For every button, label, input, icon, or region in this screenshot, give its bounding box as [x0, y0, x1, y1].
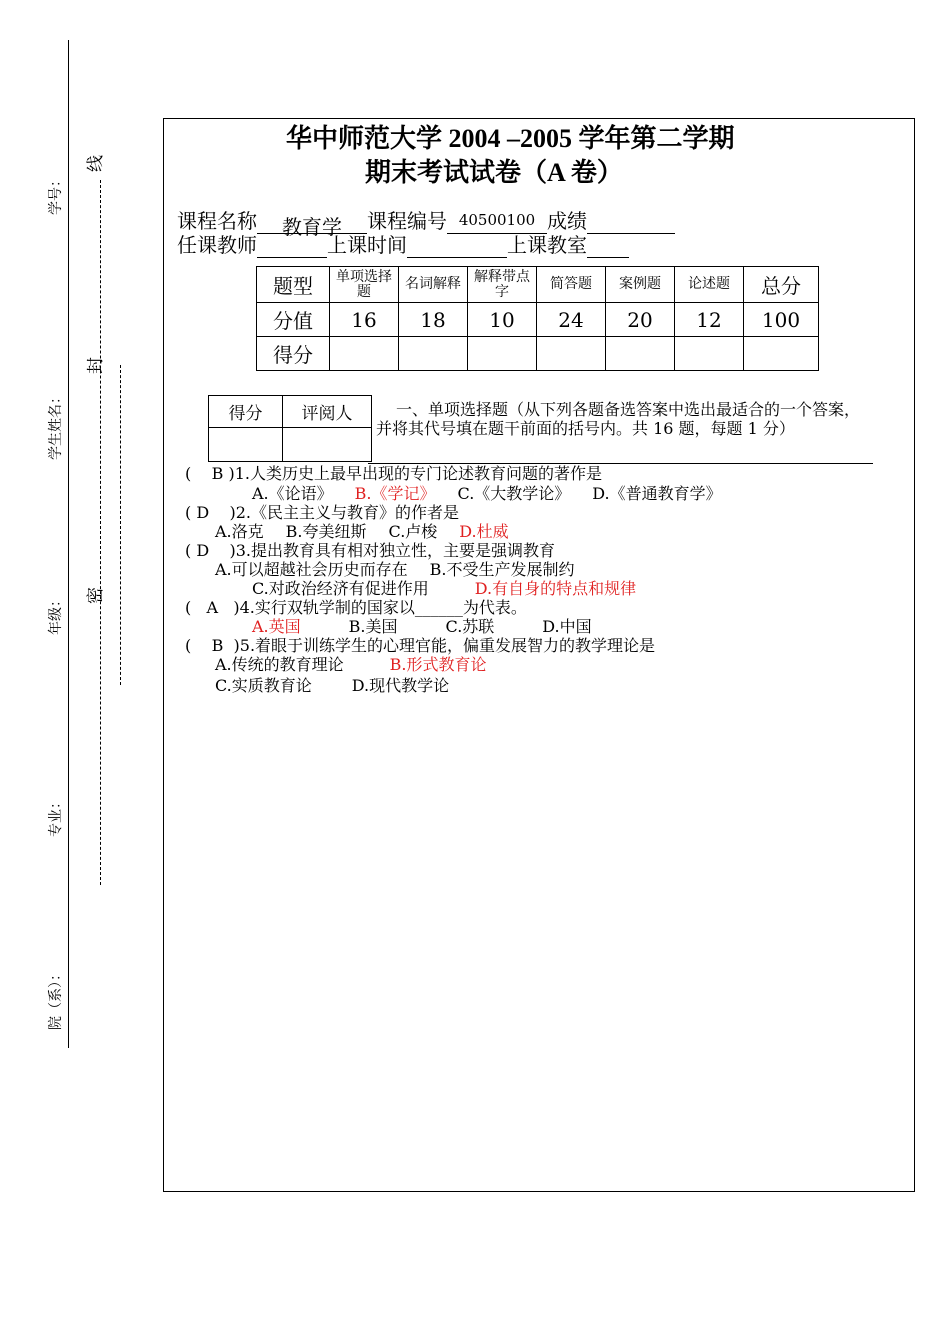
room-label: 上课教室 [507, 233, 587, 257]
question-1-stem: 1.人类历史上最早出现的专门论述教育问题的著作是 [234, 464, 602, 483]
option-correct: B.《学记》 [354, 484, 436, 503]
grader-name-label: 评阅人 [283, 396, 372, 428]
option: C.对政治经济有促进作用 [252, 579, 429, 598]
value-cell: 16 [330, 303, 399, 337]
question-2-stem: 2.《民主主义与教育》的作者是 [235, 503, 460, 522]
answer-3[interactable]: D [196, 541, 210, 560]
option: A.可以超越社会历史而存在 [215, 560, 408, 579]
question-2: ( D )2.《民主主义与教育》的作者是 [185, 503, 460, 522]
score-input-cell[interactable] [399, 337, 468, 371]
question-1-options [252, 484, 744, 503]
value-cell: 10 [468, 303, 537, 337]
question-4: ( A )4.实行双轨学制的国家以______为代表。 [185, 598, 527, 617]
grader-box [208, 395, 372, 462]
option: A.《论语》 [252, 484, 333, 503]
row-label-type: 题型 [257, 267, 330, 303]
score-input-cell[interactable] [468, 337, 537, 371]
question-5-options-a [215, 655, 509, 674]
time-blank[interactable] [407, 235, 507, 258]
teacher-blank[interactable] [257, 235, 327, 258]
question-3-stem: 3.提出教育具有相对独立性，主要是强调教育 [235, 541, 556, 560]
option: B.不受生产发展制约 [429, 560, 575, 579]
option-correct: D.有自身的特点和规律 [474, 579, 637, 598]
binding-line [68, 40, 69, 1048]
question-4-options [252, 617, 614, 636]
type-cell: 名词解释 [399, 267, 468, 303]
question-3-options-a [215, 560, 597, 579]
type-cell: 论述题 [675, 267, 744, 303]
course-code-value: 40500100 [447, 211, 547, 234]
type-cell-total: 总分 [744, 267, 819, 303]
value-cell: 20 [606, 303, 675, 337]
answer-1[interactable]: B [211, 464, 224, 483]
value-cell: 12 [675, 303, 744, 337]
score-input-cell[interactable] [537, 337, 606, 371]
answer-2[interactable]: D [196, 503, 210, 522]
grader-score-label: 得分 [209, 396, 283, 428]
seal-mi: 密 [86, 587, 106, 604]
type-cell: 案例题 [606, 267, 675, 303]
option: C.苏联 [445, 617, 495, 636]
option: C.卢梭 [388, 522, 438, 541]
option: C.《大教学论》 [457, 484, 571, 503]
option: A.传统的教育理论 [215, 655, 344, 674]
row-label-value: 分值 [257, 303, 330, 337]
option: C.实质教育论 [215, 676, 312, 695]
field-department: 院（系）： [48, 967, 64, 1030]
type-cell: 解释带点字 [468, 267, 537, 303]
field-grade: 年级： [48, 593, 64, 635]
score-label: 成绩 [547, 209, 587, 233]
seal-xian: 线 [86, 155, 106, 172]
seal-feng: 封 [86, 357, 106, 374]
course-code-label: 课程编号 [367, 209, 447, 233]
binding-dash-line-2 [120, 365, 121, 685]
course-name-value: 教育学 [257, 211, 367, 234]
table-row [257, 267, 819, 303]
room-blank[interactable] [587, 235, 629, 258]
score-input-cell[interactable] [330, 337, 399, 371]
question-5-stem: 5.着眼于训练学生的心理官能，偏重发展智力的教学理论是 [239, 636, 656, 655]
question-1: ( B )1.人类历史上最早出现的专门论述教育问题的著作是 [185, 464, 602, 483]
value-cell: 18 [399, 303, 468, 337]
answer-4[interactable]: A [206, 598, 219, 617]
option: B.美国 [348, 617, 398, 636]
score-input-cell[interactable] [606, 337, 675, 371]
option: D.现代教学论 [351, 676, 450, 695]
grader-score-blank[interactable] [209, 428, 283, 462]
row-label-score: 得分 [257, 337, 330, 371]
field-student-name: 学生姓名： [48, 390, 64, 460]
type-cell: 简答题 [537, 267, 606, 303]
option-correct: A.英国 [252, 617, 301, 636]
value-cell-total: 100 [744, 303, 819, 337]
option: D.中国 [542, 617, 592, 636]
question-5: ( B )5.着眼于训练学生的心理官能，偏重发展智力的教学理论是 [185, 636, 656, 655]
question-2-options [215, 522, 531, 541]
teacher-label: 任课教师 [177, 233, 257, 257]
time-label: 上课时间 [327, 233, 407, 257]
course-info-row-2 [177, 229, 629, 258]
binding-dash-line [100, 180, 101, 885]
answer-5[interactable]: B [211, 636, 224, 655]
table-row [209, 396, 372, 428]
course-name-label: 课程名称 [177, 209, 257, 233]
question-4-stem: 4.实行双轨学制的国家以______为代表。 [239, 598, 527, 617]
title-line-2: 期末考试试卷（A 卷） [365, 158, 623, 187]
score-input-cell[interactable] [744, 337, 819, 371]
table-row [257, 303, 819, 337]
option: B.夸美纽斯 [285, 522, 367, 541]
question-5-options-b [215, 676, 471, 695]
option-correct: D.杜威 [459, 522, 509, 541]
option: D.《普通教育学》 [592, 484, 722, 503]
value-cell: 24 [537, 303, 606, 337]
grader-name-blank[interactable] [283, 428, 372, 462]
option-correct: B.形式教育论 [389, 655, 487, 674]
question-3-options-b [252, 579, 658, 598]
option: A.洛克 [215, 522, 264, 541]
table-row [257, 337, 819, 371]
field-major: 专业： [48, 795, 64, 837]
score-table [256, 266, 819, 371]
score-input-cell[interactable] [675, 337, 744, 371]
field-student-id: 学号： [48, 173, 64, 215]
table-row [209, 428, 372, 462]
section1-intro: 一、单项选择题（从下列各题备选答案中选出最适合的一个答案，并将其代号填在题干前面的括号内。共 16 题，每题 1 分） [376, 400, 861, 438]
title-line-1: 华中师范大学 2004 –2005 学年第二学期 [286, 124, 735, 153]
type-cell: 单项选择题 [330, 267, 399, 303]
question-3: ( D )3.提出教育具有相对独立性，主要是强调教育 [185, 541, 556, 560]
